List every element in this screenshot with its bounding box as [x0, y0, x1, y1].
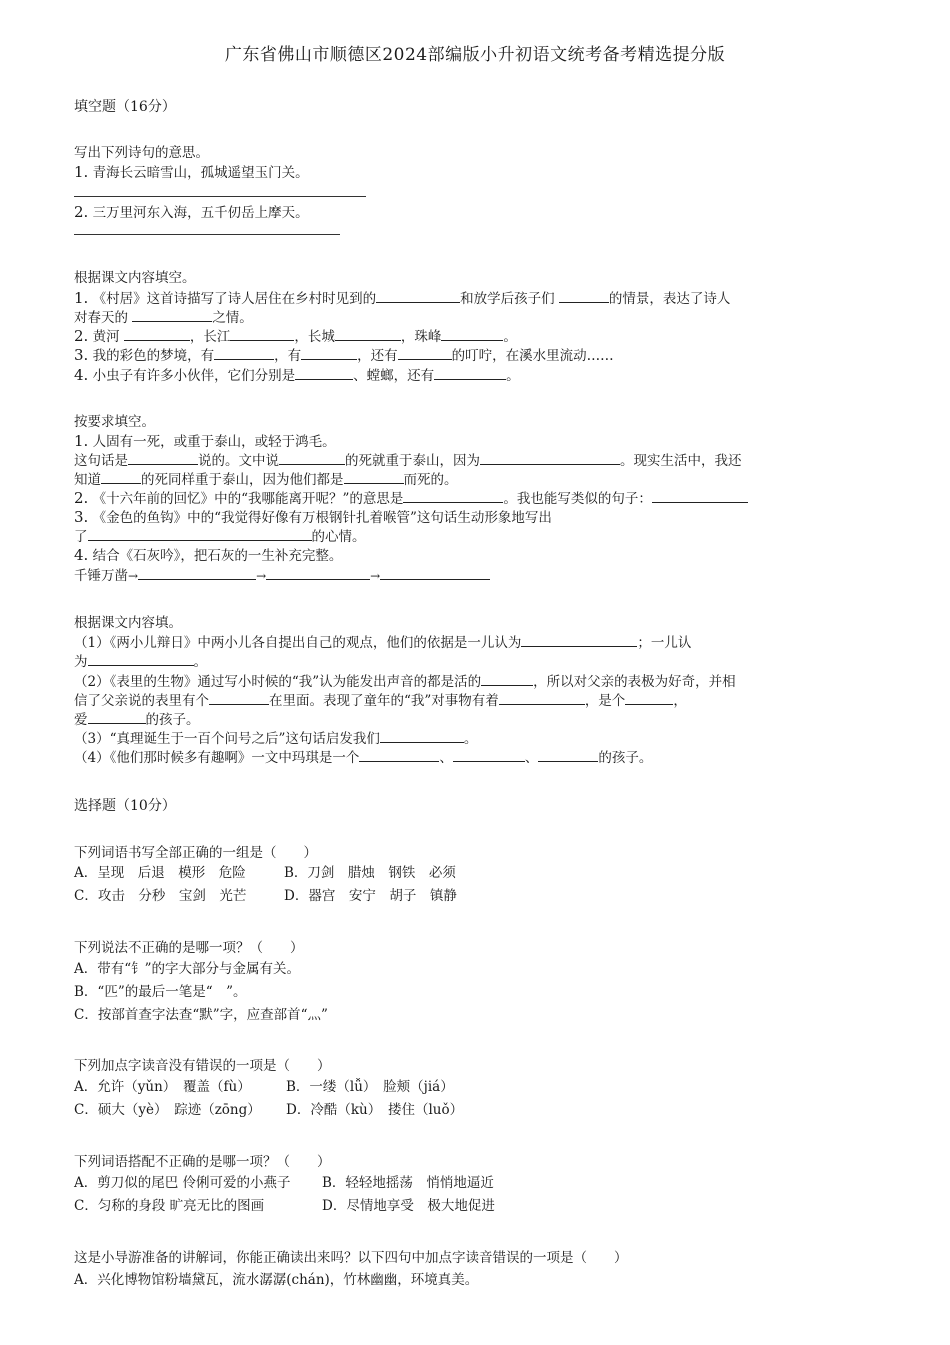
fill-blank[interactable]: [88, 652, 194, 666]
q4-line-4: [74, 691, 687, 710]
q3-line-8: [74, 566, 490, 585]
c3-prompt: 下列加点字读音没有错误的一项是（ ）: [74, 1058, 331, 1074]
q4-line-7: [74, 748, 652, 767]
text: 为: [74, 654, 88, 670]
fill-blank[interactable]: [359, 748, 439, 762]
text: 黄河: [92, 329, 120, 345]
fill-blank[interactable]: [499, 691, 585, 705]
fill-blank[interactable]: [88, 527, 312, 541]
text: 。我也能写类似的句子：: [503, 491, 652, 507]
q2-line-2: [74, 327, 517, 346]
answer-line[interactable]: [74, 234, 340, 235]
text: 和放学后孩子们: [460, 291, 555, 307]
fill-blank[interactable]: [132, 308, 212, 322]
text: 的情景，表达了诗人: [608, 291, 731, 307]
fill-blank[interactable]: [380, 729, 464, 743]
text: 信了父亲说的表里有个: [74, 693, 209, 709]
q4-prompt: 根据课文内容填。: [74, 615, 182, 631]
fill-blank[interactable]: [230, 327, 294, 341]
text: 结合《石灰吟》，把石灰的一生补充完整。: [92, 548, 343, 564]
fill-blank[interactable]: [625, 691, 673, 705]
fill-blank[interactable]: [398, 346, 452, 360]
text: 《十六年前的回忆》中的“我哪能离开呢？”的意思是: [92, 491, 404, 507]
arrow-icon: →: [128, 569, 139, 583]
fill-blank[interactable]: [128, 451, 198, 465]
text: 这句话是: [74, 453, 128, 469]
text: 说的。文中说: [198, 453, 279, 469]
c3-options-row1: [74, 1078, 454, 1096]
fill-blank[interactable]: [538, 748, 598, 762]
option-d[interactable]: D．器宫 安宁 胡子 镇静: [284, 888, 457, 904]
text: 的叮咛，在溪水里流动……: [451, 348, 614, 364]
text: 在里面。表现了童年的“我”对事物有着: [269, 693, 499, 709]
fill-blank[interactable]: [480, 451, 620, 465]
text: 我的彩色的梦境，有: [92, 348, 215, 364]
text: ，还有: [357, 348, 398, 364]
fill-blank[interactable]: [88, 710, 146, 724]
fill-blank[interactable]: [138, 566, 256, 580]
item-number: 1.: [74, 163, 89, 181]
text: 而死的。: [403, 472, 458, 488]
option-a[interactable]: A．带有“钅”的字大部分与金属有关。: [74, 961, 301, 977]
option-c[interactable]: C．匀称的身段 旷亮无比的图画: [74, 1198, 265, 1214]
fill-blank[interactable]: [559, 289, 609, 303]
c5-prompt: 这是小导游准备的讲解词，你能正确读出来吗？以下四句中加点字读音错误的一项是（ ）: [74, 1250, 628, 1266]
fill-blank[interactable]: [441, 327, 503, 341]
c1-prompt: 下列词语书写全部正确的一组是（ ）: [74, 845, 317, 861]
fill-blank[interactable]: [481, 672, 533, 686]
text: 。: [193, 654, 207, 670]
fill-blank[interactable]: [403, 489, 503, 503]
fill-blank[interactable]: [301, 346, 357, 360]
text: 《金色的鱼钩》中的“我觉得好像有万根钢针扎着喉管”这句话生动形象地写出: [92, 510, 552, 526]
arrow-icon: →: [256, 569, 267, 583]
item-text: 三万里河东入海，五千仞岳上摩天。: [92, 205, 309, 221]
q3-line-6: [74, 527, 366, 546]
q1-item-2: [74, 203, 309, 222]
fill-blank[interactable]: [652, 489, 748, 503]
q2-prompt: 根据课文内容填空。: [74, 270, 196, 286]
text: ，: [673, 693, 687, 709]
text: ，珠峰: [400, 329, 442, 345]
option-a[interactable]: A．呈现 后退 模形 危险: [74, 865, 246, 881]
page-title: 广东省佛山市顺德区2024部编版小升初语文统考备考精选提分版: [224, 45, 726, 65]
text: 知道: [74, 472, 101, 488]
c4-options-row1: [74, 1174, 494, 1192]
fill-blank[interactable]: [101, 470, 141, 484]
option-b[interactable]: B．“匹”的最后一笔是“ ”。: [74, 984, 247, 1000]
option-b[interactable]: B．刀剑 腊烛 钢铁 必须: [284, 865, 456, 881]
q3-line-4: [74, 489, 748, 508]
q1-item-1: [74, 163, 309, 182]
item-number: 4.: [74, 366, 89, 384]
q4-line-5: [74, 710, 200, 729]
text: 、: [439, 750, 453, 766]
c1-options-row2: [74, 887, 457, 905]
q2-line-1: [74, 289, 730, 308]
q3-line-3: [74, 470, 458, 489]
item-number: 2.: [74, 327, 89, 345]
arrow-icon: →: [370, 569, 381, 583]
section-heading-choice: 选择题（10分）: [74, 798, 176, 814]
text: 的心情。: [311, 529, 366, 545]
text: （3）“真理诞生于一百个问号之后”这句话启发我们: [74, 731, 380, 747]
text: （2）《表里的生物》通过写小时候的“我”认为能发出声音的都是活的: [74, 674, 482, 690]
text: （1）《两小儿辩日》中两小儿各自提出自己的观点，他们的依据是一儿认为: [74, 635, 522, 651]
text: 对春天的: [74, 310, 128, 326]
q3-line-1: [74, 432, 336, 451]
item-number: 2.: [74, 489, 89, 507]
fill-blank[interactable]: [209, 691, 269, 705]
option-b[interactable]: B．轻轻地摇荡 悄悄地逼近: [322, 1175, 494, 1191]
text: 的孩子。: [145, 712, 200, 728]
c3-options-row2: [74, 1101, 463, 1119]
text: 之情。: [212, 310, 253, 326]
option-d[interactable]: D．尽情地享受 极大地促进: [322, 1198, 495, 1214]
q3-line-5: [74, 508, 552, 527]
fill-blank[interactable]: [521, 633, 637, 647]
text: 的孩子。: [598, 750, 653, 766]
option-a[interactable]: A．兴化博物馆粉墙黛瓦，流水潺潺(chán)，竹林幽幽，环境真美。: [74, 1272, 479, 1288]
text: 《村居》这首诗描写了诗人居住在乡村时见到的: [92, 291, 377, 307]
text: 人固有一死，或重于泰山，或轻于鸿毛。: [92, 434, 336, 450]
text: 的死同样重于泰山，因为他们都是: [141, 472, 344, 488]
text: 。: [463, 731, 478, 747]
fill-blank[interactable]: [124, 327, 190, 341]
option-c[interactable]: C．攻击 分秒 宝剑 光芒: [74, 888, 247, 904]
text: 。: [506, 368, 520, 384]
item-number: 4.: [74, 546, 89, 564]
q2-line-4: [74, 366, 520, 385]
text: 、: [524, 750, 539, 766]
text: ，长江: [189, 329, 231, 345]
text: 千锤万凿: [74, 568, 128, 584]
text: ，长城: [294, 329, 335, 345]
q3-prompt: 按要求填空。: [74, 414, 155, 430]
item-number: 3.: [74, 346, 89, 364]
c4-prompt: 下列词语搭配不正确的是哪一项？（ ）: [74, 1154, 331, 1170]
fill-blank[interactable]: [214, 346, 274, 360]
q4-line-3: [74, 672, 736, 691]
c1-options-row1: [74, 864, 456, 882]
fill-blank[interactable]: [434, 366, 506, 380]
text: 了: [74, 529, 88, 545]
fill-blank[interactable]: [376, 289, 460, 303]
q2-line-1b: [74, 308, 253, 327]
text: 爱: [74, 712, 88, 728]
item-number: 1.: [74, 289, 89, 307]
option-a[interactable]: A．允许（yǔn） 覆盖（fù）: [74, 1079, 251, 1095]
q4-line-1: [74, 633, 691, 652]
option-b[interactable]: B．一缕（lǚ） 脸颊（jiá）: [286, 1079, 454, 1095]
section-heading-fill: 填空题（16分）: [74, 99, 176, 115]
q4-line-2: [74, 652, 207, 671]
fill-blank[interactable]: [335, 327, 401, 341]
text: ，所以对父亲的表极为好奇，并相: [533, 674, 736, 690]
q2-line-3: [74, 346, 614, 365]
text: 、螳螂，还有: [353, 368, 435, 384]
option-c[interactable]: C．硕大（yè） 踪迹（zōng）: [74, 1102, 261, 1118]
text: 的死就重于泰山，因为: [345, 453, 480, 469]
text: 。现实生活中，我还: [620, 453, 742, 469]
option-a[interactable]: A．剪刀似的尾巴 伶俐可爱的小燕子: [74, 1175, 291, 1191]
fill-blank[interactable]: [453, 748, 525, 762]
text: 。: [503, 329, 517, 345]
q3-line-2: [74, 451, 742, 470]
c4-options-row2: [74, 1197, 495, 1215]
option-c[interactable]: C．按部首查字法查“默”字，应查部首“灬”: [74, 1007, 328, 1023]
item-number: 1.: [74, 432, 89, 450]
c2-prompt: 下列说法不正确的是哪一项？（ ）: [74, 940, 304, 956]
answer-line[interactable]: [74, 196, 366, 197]
item-text: 青海长云暗雪山，孤城遥望玉门关。: [92, 165, 309, 181]
item-number: 3.: [74, 508, 89, 526]
text: ；一儿认: [637, 635, 692, 651]
q1-prompt: 写出下列诗句的意思。: [74, 145, 209, 161]
text: 小虫子有许多小伙伴，它们分别是: [92, 368, 296, 384]
fill-blank[interactable]: [380, 566, 490, 580]
fill-blank[interactable]: [344, 470, 404, 484]
fill-blank[interactable]: [266, 566, 370, 580]
q4-line-6: [74, 729, 477, 748]
option-d[interactable]: D．冷酷（kù） 搂住（luǒ）: [286, 1102, 464, 1118]
text: ，有: [274, 348, 302, 364]
text: （4）《他们那时候多有趣啊》一文中玛琪是一个: [74, 750, 360, 766]
fill-blank[interactable]: [295, 366, 353, 380]
text: ，是个: [584, 693, 626, 709]
fill-blank[interactable]: [279, 451, 345, 465]
q3-line-7: [74, 546, 342, 565]
item-number: 2.: [74, 203, 89, 221]
